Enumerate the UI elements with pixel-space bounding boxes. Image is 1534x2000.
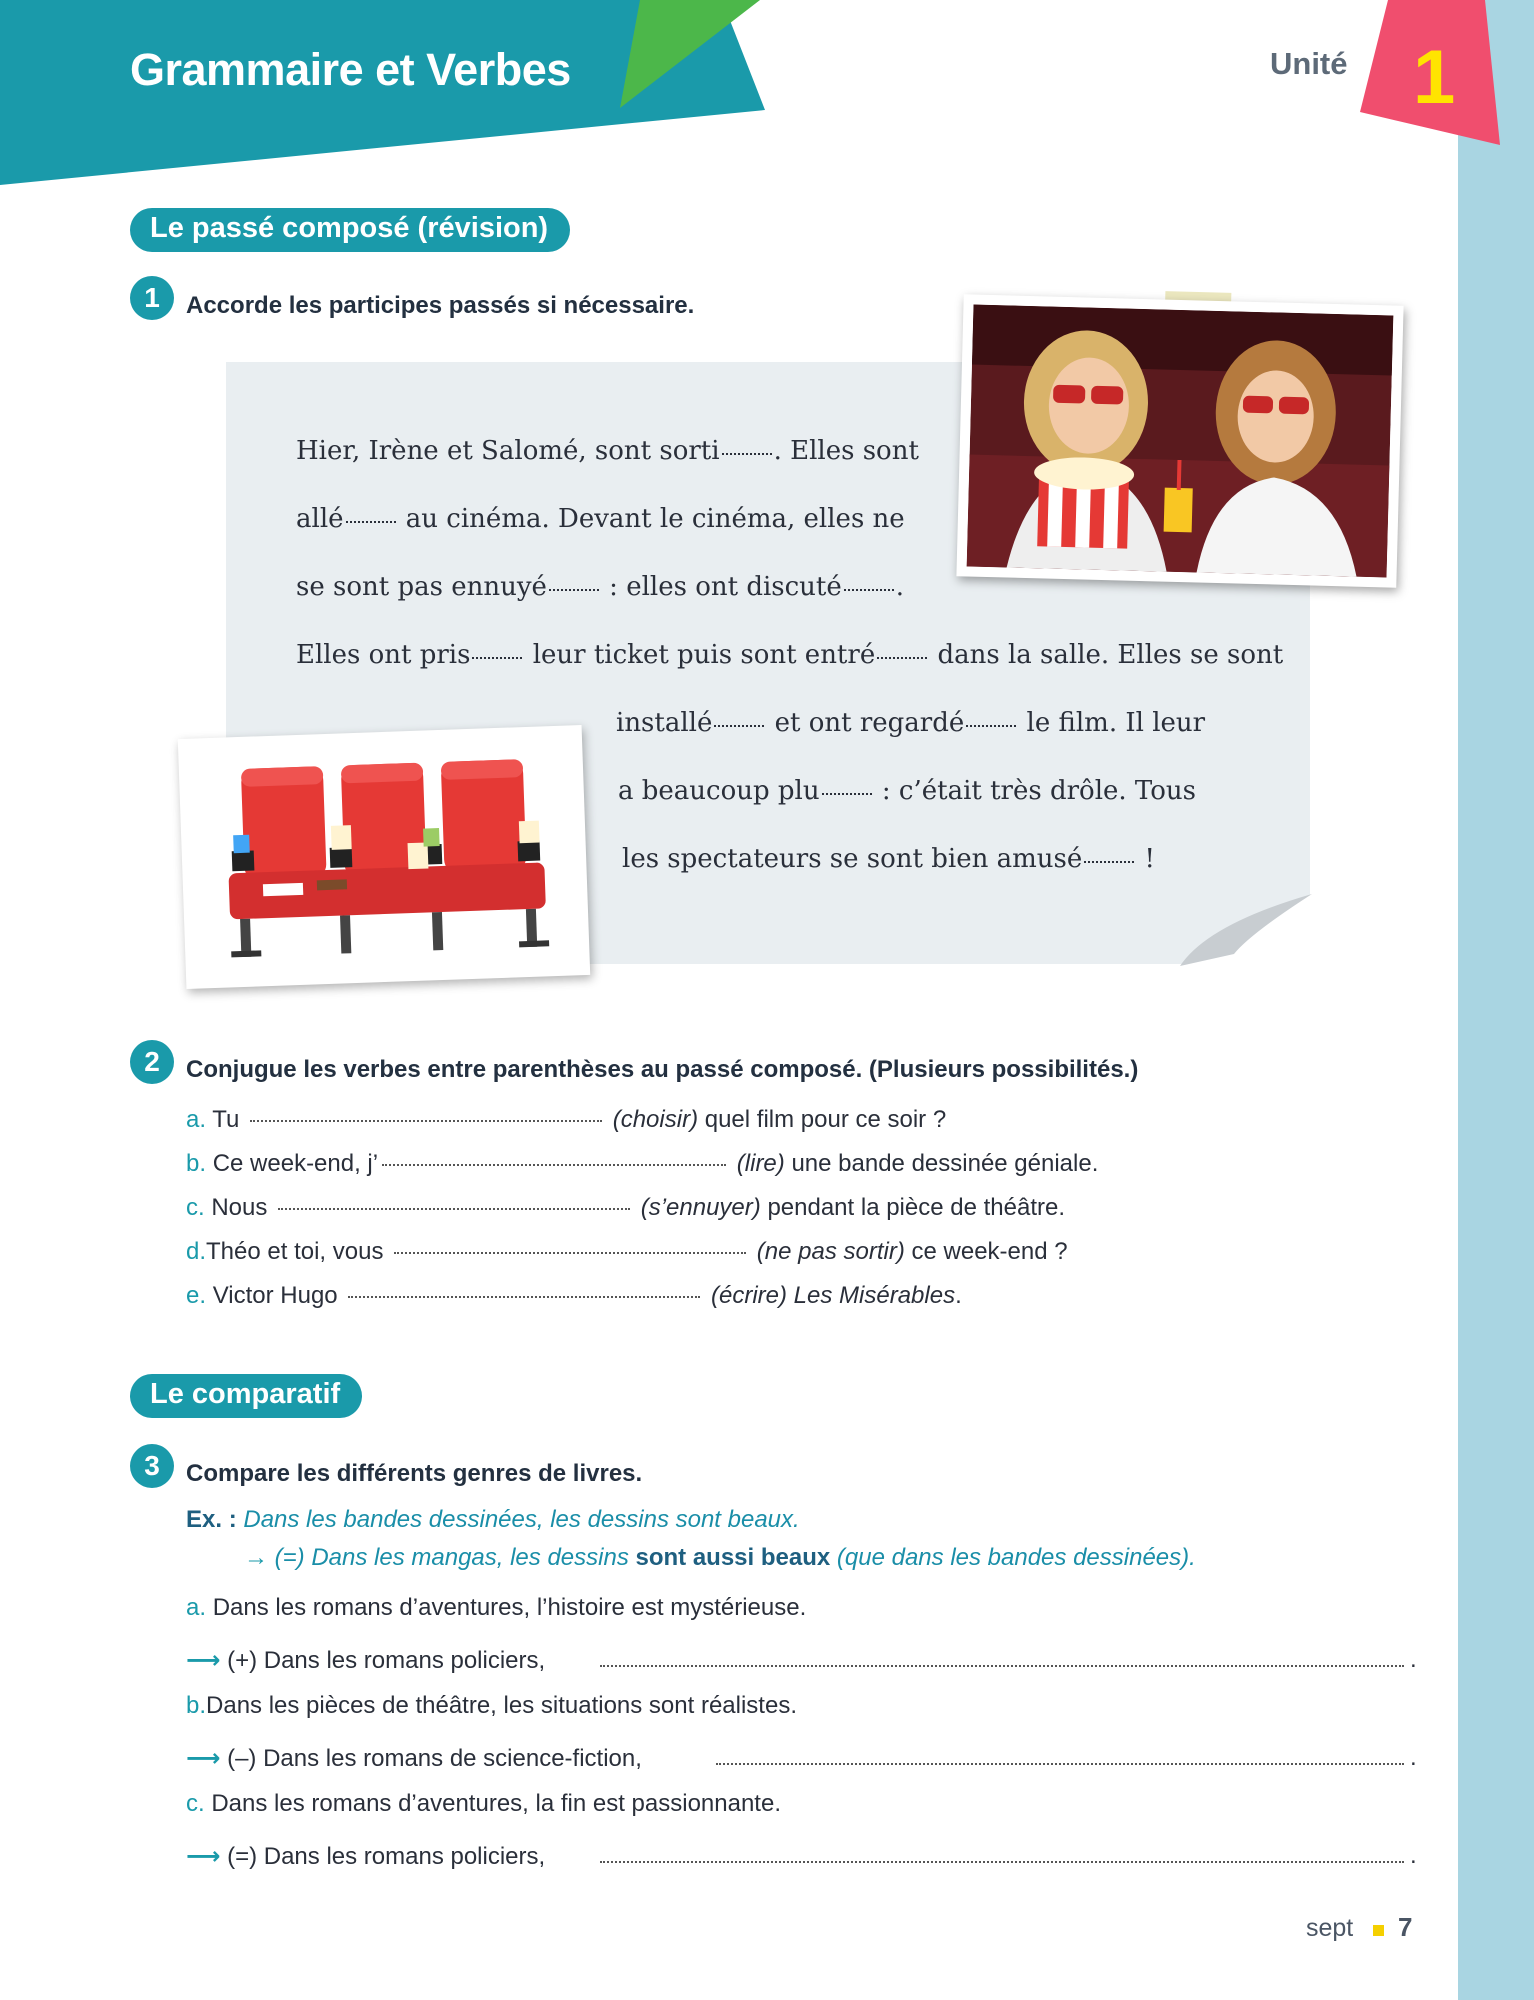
item-letter: e. [186,1282,207,1309]
unit-number: 1 [1413,35,1456,120]
exercise-instruction: Compare les différents genres de livres. [186,1460,643,1487]
footer-square-icon [1373,1925,1384,1936]
blank-field[interactable] [822,792,872,795]
text-line-6 [618,776,1196,806]
item-letter: c. [186,1790,205,1817]
text-segment: dans la salle. Elles se sont [929,640,1284,670]
blank-field[interactable] [844,588,894,591]
text-segment: leur ticket puis sont entré [524,640,876,670]
example-line-2 [244,1544,1196,1572]
blank-field[interactable] [877,656,927,659]
text-segment: allé [296,504,344,534]
item-letter: c. [186,1194,205,1221]
answer-line-b[interactable] [716,1762,1404,1765]
comparison-statement-a [186,1594,806,1622]
example-text: (que dans les bandes dessinées). [836,1544,1196,1571]
item-text: Victor Hugo [212,1282,338,1309]
comparison-statement-b [186,1692,797,1720]
section-title-comparatif: Le comparatif [130,1374,362,1418]
answer-line-a[interactable] [600,1664,1404,1667]
text-segment: : elles ont discuté [600,572,842,602]
page-title: Grammaire et Verbes [130,44,571,95]
item-letter: b. [186,1150,207,1177]
text-line-4 [296,640,1283,670]
blank-field[interactable] [472,656,522,659]
arrow-icon: ⟶ [186,1745,221,1772]
page-number: 7 [1398,1912,1413,1942]
section-title-passe-compose: Le passé composé (révision) [130,208,570,252]
item-text: (–) Dans les romans de science-fiction, [227,1745,642,1772]
side-color-strip [1458,0,1534,2000]
blank-field[interactable] [966,724,1016,727]
item-text: une bande dessinée géniale. [791,1150,1099,1177]
cinema-seats-photo [178,725,590,989]
blank-field[interactable] [714,724,764,727]
answer-blank[interactable] [348,1295,700,1298]
example-text: (=) Dans les mangas, les dessins [274,1544,629,1571]
text-line-7 [622,844,1155,874]
text-segment: au cinéma. Devant le cinéma, elles ne [397,504,905,534]
item-text: (=) Dans les romans policiers, [227,1843,546,1870]
item-letter: b. [186,1692,207,1719]
exercise-number-badge: 3 [130,1444,174,1488]
item-text: Tu [212,1106,240,1133]
conjugation-item-e [186,1282,962,1310]
item-text: (+) Dans les romans policiers, [227,1647,546,1674]
text-line-5 [616,708,1205,738]
arrow-icon: ⟶ [186,1843,221,1870]
comparison-prompt-b [186,1744,642,1773]
answer-blank[interactable] [394,1251,746,1254]
cinema-seats-illustration [194,740,574,975]
answer-blank[interactable] [382,1163,726,1166]
blank-field[interactable] [722,452,772,455]
comparison-prompt-c [186,1842,545,1871]
verb-hint: (écrire) Les Misérables [711,1282,956,1309]
item-letter: a. [186,1106,207,1133]
answer-line-c[interactable] [600,1860,1404,1863]
example-bold-text: sont aussi beaux [635,1544,831,1571]
period-mark: . [1410,1744,1417,1771]
unit-label: Unité [1270,46,1348,81]
blank-field[interactable] [549,588,599,591]
text-segment: ! [1136,844,1155,874]
cinema-girls-illustration [967,305,1394,578]
text-segment: . [895,572,905,602]
text-segment: . Elles sont [773,436,919,466]
comparison-statement-c [186,1790,781,1818]
item-text: Ce week-end, j’ [212,1150,379,1177]
text-segment: a beaucoup plu [618,776,820,806]
item-text: Théo et toi, vous [206,1238,384,1265]
exercise-number-badge: 2 [130,1040,174,1084]
text-line-1 [296,436,919,466]
conjugation-item-d [186,1238,1068,1266]
text-segment: Hier, Irène et Salomé, sont sorti [296,436,720,466]
blank-field[interactable] [1084,860,1134,863]
text-segment: : c’était très drôle. Tous [873,776,1196,806]
example-text: Dans les bandes dessinées, les dessins sont beaux. [243,1506,800,1533]
item-text: Dans les romans d’aventures, la fin est passionnante. [211,1790,781,1817]
text-segment: et ont regardé [766,708,965,738]
conjugation-item-a [186,1106,946,1134]
comparison-prompt-a [186,1646,545,1675]
item-text: Dans les pièces de théâtre, les situations sont réalistes. [206,1692,797,1719]
item-text: ce week-end ? [911,1238,1068,1265]
header-banner [0,0,1534,200]
item-text: quel film pour ce soir ? [704,1106,947,1133]
text-segment: les spectateurs se sont bien amusé [622,844,1083,874]
verb-hint: (lire) [736,1150,785,1177]
period-mark: . [1410,1646,1417,1673]
item-letter: d. [186,1238,207,1265]
answer-blank[interactable] [250,1119,602,1122]
period-mark: . [1410,1842,1417,1869]
text-segment: le film. Il leur [1018,708,1206,738]
item-text: . [955,1282,962,1309]
exercise-instruction: Accorde les participes passés si nécessaire. [186,292,695,319]
item-text: Nous [211,1194,268,1221]
conjugation-item-c [186,1194,1065,1222]
page-curl-decoration [1180,894,1312,966]
item-text: pendant la pièce de théâtre. [767,1194,1065,1221]
verb-hint: (ne pas sortir) [756,1238,905,1265]
text-segment: installé [616,708,713,738]
verb-hint: (s’ennuyer) [640,1194,761,1221]
cinema-girls-photo [956,294,1403,587]
exercise-number-badge: 1 [130,276,174,320]
arrow-icon: ⟶ [186,1647,221,1674]
item-text: Dans les romans d’aventures, l’histoire est mystérieuse. [212,1594,807,1621]
item-letter: a. [186,1594,207,1621]
conjugation-item-b [186,1150,1098,1178]
example-label: Ex. : [186,1506,237,1533]
verb-hint: (choisir) [612,1106,699,1133]
example-line-1 [186,1506,800,1534]
arrow-icon: → [244,1544,268,1571]
text-segment: Elles ont pris [296,640,471,670]
blank-field[interactable] [346,520,396,523]
exercise-instruction: Conjugue les verbes entre parenthèses au passé composé. (Plusieurs possibilités.) [186,1056,1139,1083]
answer-blank[interactable] [278,1207,630,1210]
text-line-2 [296,504,905,534]
text-segment: se sont pas ennuyé [296,572,547,602]
page-number-word: sept [1306,1914,1354,1942]
text-line-3 [296,572,904,602]
